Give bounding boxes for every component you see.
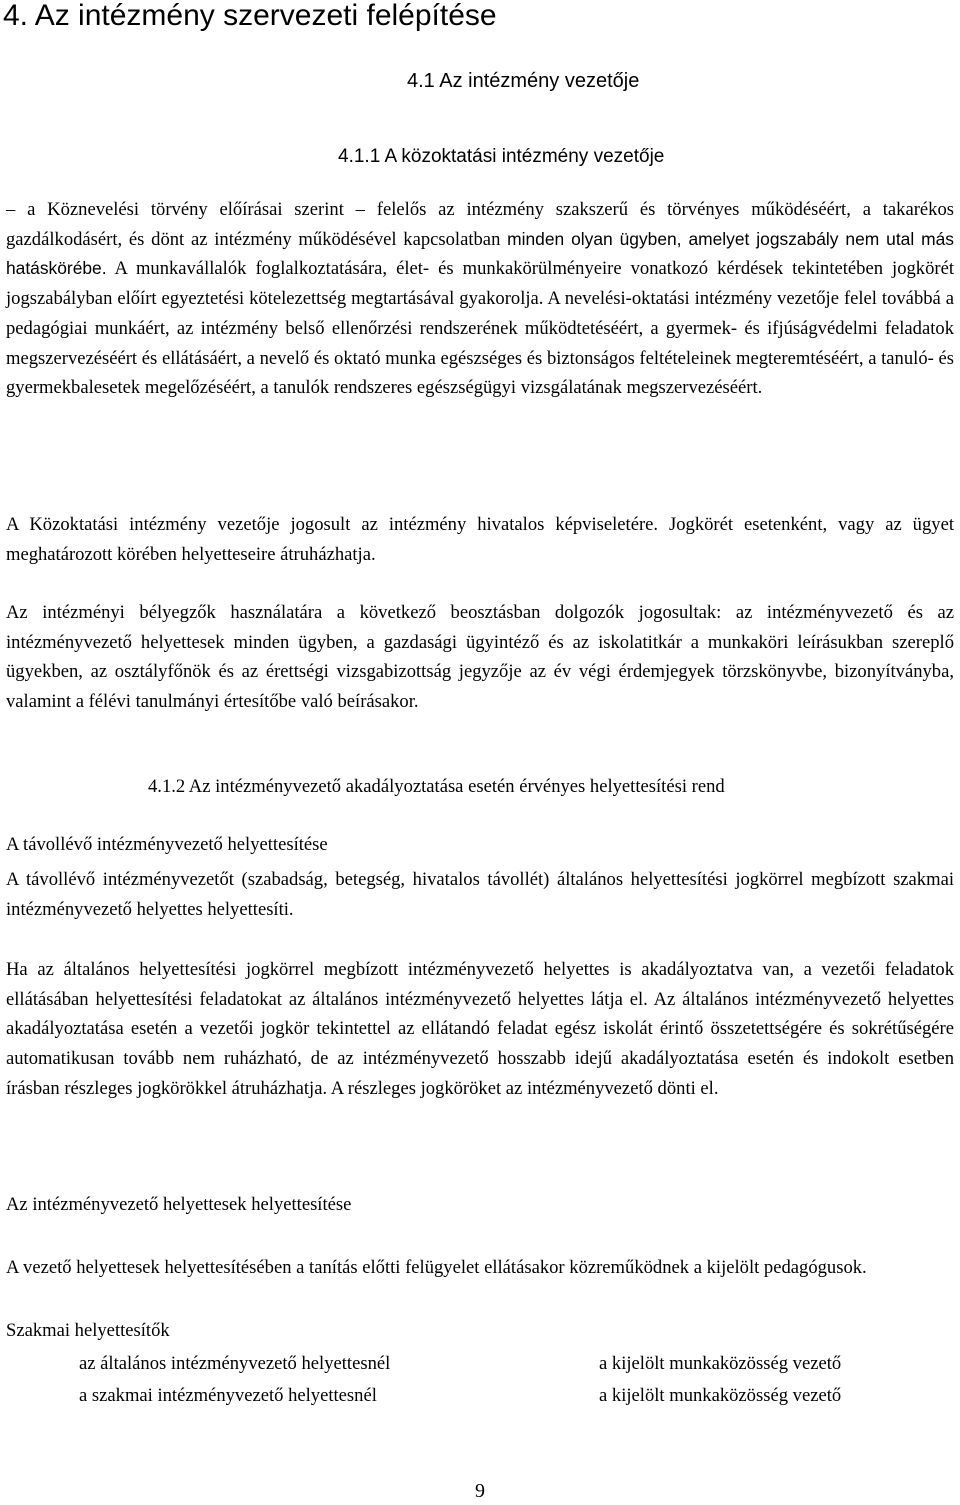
paragraph-absent-leader: A távollévő intézményvezetőt (szabadság, betegség, hivatalos távollét) általános helyettesítési jogkörrel megbízott szakmai intézményvezető helyettes helyettesíti. [6,869,954,920]
paragraph-deputy-absent: Ha az általános helyettesítési jogkörrel megbízott intézményvezető helyettes is akadályoztatva van, a vezetői feladatok ellátásában helyettesítési feladatokat az általános intézményvezető helyettes látja el. Az általános intézményvezető helyettes akadályoztatása esetén a vezetői jogkör tekintettel az ellátandó feladat egész iskolát érintő összetettségére és sokrétűségére automatikusan tovább nem ruházható, de az intézményvezető hosszabb idejű akadályoztatása esetén és indokolt esetben írásban részleges jogkörökkel átruházhatja. A részleges jogköröket az intézményvezető dönti el. [6,959,954,1099]
paragraph-representation: A Közoktatási intézmény vezetője jogosult az intézmény hivatalos képviseletére. Jogkörét esetenként, vagy az ügyet meghatározott körében helyetteseire átruházhatja. [6,514,954,565]
paragraph-leader-duties [6,195,954,403]
paragraph-leader-duties-part1: – a Köznevelési törvény előírásai szerint – felelős az intézmény szakszerű és törvényes működéséért, a takarékos gazdálkodásért, és dönt az intézmény működésével kapcsolatban [6,199,954,250]
subheading-professional-substitutes: Szakmai helyettesítők [6,1320,170,1341]
substitute-person: a kijelölt munkaközösség vezető [599,1385,842,1406]
substitute-role: a szakmai intézményvezető helyettesnél [79,1385,377,1406]
paragraph-leader-duties-part2: minden olyan ügyben, amelyet jogszabály nem utal más hatáskörébe. [6,228,955,279]
substitute-person: a kijelölt munkaközösség vezető [599,1353,842,1374]
subheading-deputy-substitution: Az intézményvezető helyettesek helyettesítése [6,1194,352,1215]
chapter-heading: 4. Az intézmény szervezeti felépítése [3,0,497,32]
section-heading: 4.1 Az intézmény vezetője [407,70,640,92]
subsection-heading-substitution: 4.1.2 Az intézményvezető akadályoztatása esetén érvényes helyettesítési rend [148,776,725,797]
substitute-role: az általános intézményvezető helyettesnél [79,1353,391,1374]
paragraph-deputy-substitution: A vezető helyettesek helyettesítésében a tanítás előtti felügyelet ellátásakor közreműködnek a kijelölt pedagógusok. [6,1257,867,1278]
subheading-absent-leader: A távollévő intézményvezető helyettesítése [6,834,328,855]
subsection-heading: 4.1.1 A közoktatási intézmény vezetője [338,146,665,167]
paragraph-leader-duties-part3: A munkavállalók foglalkoztatására, élet- és munkakörülményeire vonatkozó kérdések tekintetében jogkörét jogszabályban előírt egyeztetési kötelezettség megtartásával gyakorolja. A nevelési-oktatási intézmény vezetője felel továbbá a pedagógiai munkáért, az intézmény belső ellenőrzési rendszerének működtetéséért, a gyermek- és ifjúságvédelmi feladatok megszervezéséért és ellátásáért, a nevelő és oktató munka egészséges és biztonságos feltételeinek megteremtéséért, a tanuló- és gyermekbalesetek megelőzéséért, a tanulók rendszeres egészségügyi vizsgálatának megszervezéséért. [6,258,954,399]
paragraph-stamps: Az intézményi bélyegzők használatára a következő beosztásban dolgozók jogosultak: az intézményvezető és az intézményvezető helyettesek minden ügyben, a gazdasági ügyintéző és az iskolatitkár a munkaköri leírásukban szereplő ügyekben, az osztályfőnök és az érettségi vizsgabizottság jegyzője az év végi érdemjegyek törzskönyvbe, bizonyítványba, valamint a félévi tanulmányi értesítőbe való beírásakor. [6,602,954,713]
page-number: 9 [475,1480,485,1502]
